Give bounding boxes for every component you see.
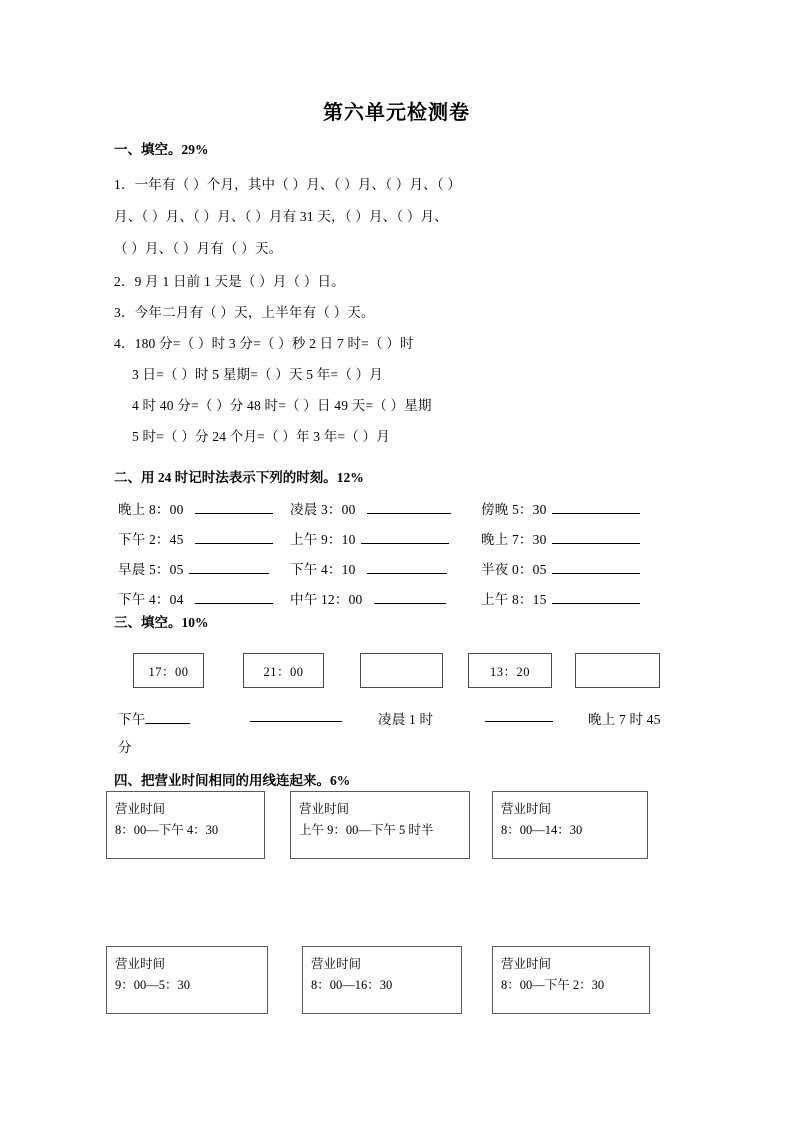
time-answer-item — [378, 708, 433, 728]
time-answer-text: 下午 — [118, 712, 146, 727]
time-item-label — [118, 558, 269, 578]
answer-blank[interactable] — [195, 530, 273, 544]
question-4-line-3: 4 时 40 分=（ ）分 48 时=（ ）日 49 天=（ ）星期 — [132, 398, 432, 413]
shop-hours-title: 营业时间 — [299, 802, 350, 816]
time-item-label — [118, 498, 273, 518]
question-4-line-2: 3 日=（ ）时 5 星期=（ ）天 5 年=（ ）月 — [132, 367, 383, 382]
time-item-label — [290, 498, 451, 518]
time-label-text: 中午 12：00 — [290, 592, 363, 607]
time-label-text: 下午 4：10 — [290, 562, 356, 577]
shop-hours-value: 8：00—下午 2：30 — [501, 977, 605, 992]
answer-blank[interactable] — [485, 708, 553, 722]
question-2-line-1: 2．9 月 1 日前 1 天是（ ）月（ ）日。 — [114, 274, 345, 289]
time-answer-wrap: 分 — [118, 740, 132, 755]
answer-blank[interactable] — [189, 560, 269, 574]
time-label-text: 半夜 0：05 — [481, 562, 547, 577]
time-label-text: 上午 8：15 — [481, 592, 547, 607]
section-heading-4: 四、把营业时间相同的用线连起来。6% — [114, 773, 351, 788]
time-answer-item — [250, 708, 342, 726]
shop-hours-value: 上午 9：00—下午 5 时半 — [299, 822, 434, 837]
time-label-text: 傍晚 5：30 — [481, 502, 547, 517]
shop-hours-title: 营业时间 — [311, 957, 362, 971]
answer-blank[interactable] — [195, 590, 273, 604]
shop-hours-card[interactable] — [106, 946, 268, 1014]
answer-blank[interactable] — [367, 560, 447, 574]
section-heading-3: 三、填空。10% — [114, 615, 209, 630]
time-label-text: 晚上 7：30 — [481, 532, 547, 547]
time-label-text: 下午 4：04 — [118, 592, 184, 607]
answer-blank[interactable] — [552, 560, 640, 574]
question-1-line-2: 月、（ ）月、（ ）月、（ ）月有 31 天，（ ）月、（ ）月、 — [114, 209, 448, 224]
answer-blank[interactable] — [367, 500, 451, 514]
time-answer-text: 晚上 7 时 45 — [588, 712, 661, 727]
time-label-text: 早晨 5：05 — [118, 562, 184, 577]
time-label-text: 晚上 8：00 — [118, 502, 184, 517]
time-item-label — [481, 558, 640, 578]
time-item-label — [118, 588, 273, 608]
time-answer-text: 凌晨 1 时 — [378, 712, 434, 727]
answer-blank[interactable] — [552, 590, 640, 604]
section-heading-1: 一、填空。29% — [114, 142, 209, 157]
shop-hours-title: 营业时间 — [501, 802, 552, 816]
answer-blank[interactable] — [374, 590, 446, 604]
time-box[interactable]: 13：20 — [468, 653, 552, 688]
time-item-label — [481, 528, 640, 548]
question-3-line-1: 3．今年二月有（ ）天，上半年有（ ）天。 — [114, 305, 375, 320]
shop-hours-card[interactable] — [290, 791, 470, 859]
time-answer-item — [485, 708, 553, 726]
time-item-label — [481, 588, 640, 608]
shop-hours-title: 营业时间 — [115, 802, 166, 816]
time-label-text: 上午 9：10 — [290, 532, 356, 547]
time-box[interactable] — [360, 653, 443, 688]
shop-hours-value: 8：00—14：30 — [501, 822, 583, 837]
shop-hours-title: 营业时间 — [115, 957, 166, 971]
question-1-line-1: 1．一年有（ ）个月，其中（ ）月、（ ）月、（ ）月、（ ） — [114, 177, 462, 192]
time-item-label — [118, 528, 273, 548]
time-answer-item — [588, 708, 661, 728]
question-4-line-4: 5 时=（ ）分 24 个月=（ ）年 3 年=（ ）月 — [132, 429, 390, 444]
answer-blank[interactable] — [250, 708, 342, 722]
question-4-line-1: 4．180 分=（ ）时 3 分=（ ）秒 2 日 7 时=（ ）时 — [114, 336, 414, 351]
shop-hours-card[interactable] — [106, 791, 265, 859]
answer-blank[interactable] — [195, 500, 273, 514]
time-box[interactable] — [575, 653, 660, 688]
time-box[interactable]: 21：00 — [243, 653, 324, 688]
answer-blank[interactable] — [361, 530, 449, 544]
time-box[interactable]: 17：00 — [133, 653, 204, 688]
time-item-label — [290, 528, 449, 548]
shop-hours-value: 8：00—下午 4：30 — [115, 822, 219, 837]
time-item-label — [290, 558, 447, 578]
time-label-text: 凌晨 3：00 — [290, 502, 356, 517]
time-item-label — [290, 588, 446, 608]
shop-hours-value: 9：00—5：30 — [115, 977, 191, 992]
time-label-text: 下午 2：45 — [118, 532, 184, 547]
question-1-line-3: （ ）月、（ ）月有（ ）天。 — [114, 241, 283, 256]
shop-hours-value: 8：00—16：30 — [311, 977, 393, 992]
shop-hours-title: 营业时间 — [501, 957, 552, 971]
page-title: 第六单元检测卷 — [323, 102, 470, 124]
shop-hours-card[interactable] — [492, 791, 648, 859]
section-heading-2: 二、用 24 时记时法表示下列的时刻。12% — [114, 470, 364, 485]
answer-blank[interactable] — [552, 500, 640, 514]
answer-blank[interactable] — [552, 530, 640, 544]
shop-hours-card[interactable] — [302, 946, 462, 1014]
answer-blank[interactable] — [145, 710, 190, 724]
shop-hours-card[interactable] — [492, 946, 650, 1014]
time-item-label — [481, 498, 640, 518]
time-answer-item — [118, 708, 190, 728]
